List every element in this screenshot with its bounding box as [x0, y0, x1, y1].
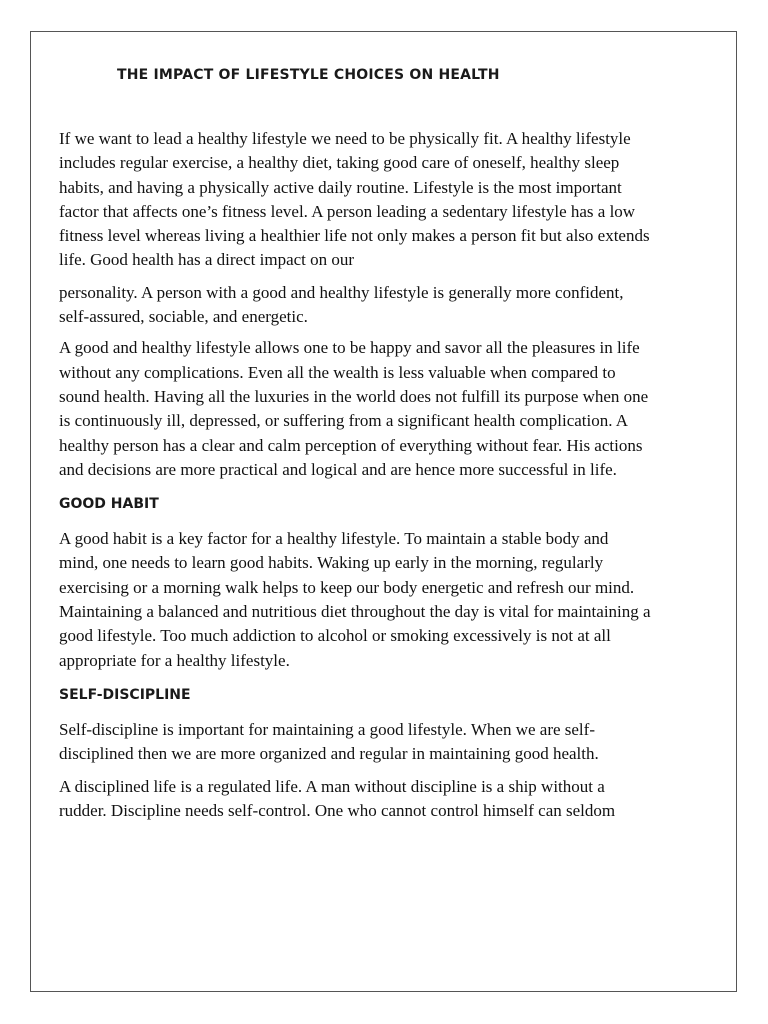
- paragraph-self-discipline: Self-discipline is important for maintaining a good lifestyle. When we are self-disciplined then we are more organized and regular in maintaining good health.: [59, 719, 599, 764]
- paragraph-disciplined-life: A disciplined life is a regulated life. A man without discipline is a ship without a rudder. Discipline needs self-control. One who cannot control himself can seldom: [59, 776, 616, 820]
- heading-good-habit: GOOD HABIT: [59, 496, 159, 513]
- paragraph-benefits: A good and healthy lifestyle allows one to be happy and savor all the pleasures in life without any complications. Even all the wealth is less valuable when compared to sound health. Having all the luxuries in the world does not fulfill its purpose when one is continuously ill, depressed, or suffering from a significant health complication. A healthy person has a clear and calm perception of everything without fear. His actions and decisions are more practical and logical and are hence more successful in life.: [59, 338, 649, 479]
- heading-self-discipline: SELF-DISCIPLINE: [59, 686, 191, 703]
- document-title: THE IMPACT OF LIFESTYLE CHOICES ON HEALTH: [117, 67, 500, 83]
- paragraph-personality: personality. A person with a good and healthy lifestyle is generally more confident, self-assured, sociable, and energetic.: [59, 282, 624, 327]
- document-body: [59, 64, 651, 823]
- paragraph-good-habit: A good habit is a key factor for a healthy lifestyle. To maintain a stable body and mind, one needs to learn good habits. Waking up early in the morning, regularly exercising or a morning walk helps to keep our body energetic and refresh our mind. Maintaining a balanced and nutritious diet throughout the day is vital for maintaining a good lifestyle. Too much addiction to alcohol or smoking excessively is not at all appropriate for a healthy lifestyle.: [59, 529, 651, 670]
- paragraph-intro: If we want to lead a healthy lifestyle we need to be physically fit. A healthy lifestyle includes regular exercise, a healthy diet, taking good care of oneself, healthy sleep habits, and having a physically active daily routine. Lifestyle is the most important factor that affects one’s fitness level. A person leading a sedentary lifestyle has a low fitness level whereas living a healthier life not only makes a person fit but also extends life. Good health has a direct impact on our: [59, 129, 650, 270]
